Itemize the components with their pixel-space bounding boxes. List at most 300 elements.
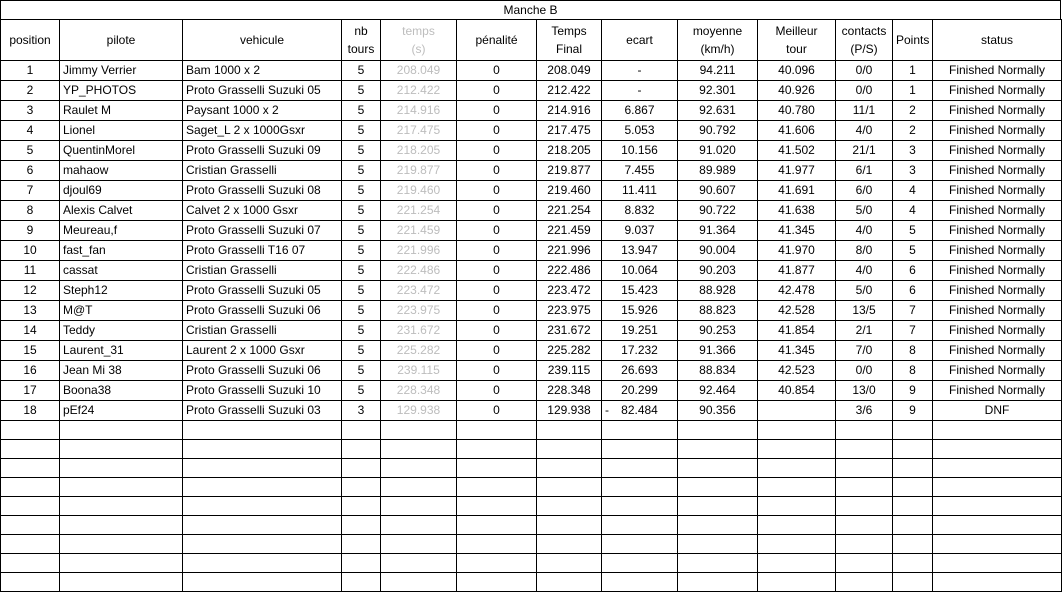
cell-temps-final: 218.205: [537, 141, 602, 161]
empty-cell: [678, 421, 758, 440]
empty-cell: [183, 497, 342, 516]
cell-penalite: 0: [457, 101, 537, 121]
cell-penalite: 0: [457, 261, 537, 281]
cell-temps: 223.975: [381, 301, 457, 321]
cell-ecart: 8.832: [602, 201, 678, 221]
empty-cell: [537, 573, 602, 592]
cell-ecart: 7.455: [602, 161, 678, 181]
col-header-moyenne-line2: (km/h): [700, 42, 735, 56]
cell-temps: 228.348: [381, 381, 457, 401]
col-header-contacts[interactable]: [836, 20, 893, 61]
empty-cell: [342, 573, 381, 592]
cell-temps-final: 231.672: [537, 321, 602, 341]
cell-points: 4: [893, 201, 933, 221]
empty-cell: [602, 440, 678, 459]
cell-temps: 219.877: [381, 161, 457, 181]
empty-cell: [457, 478, 537, 497]
col-header-temps[interactable]: [381, 20, 457, 61]
empty-cell: [537, 497, 602, 516]
cell-pilote: Teddy: [60, 321, 183, 341]
cell-temps-final: 219.877: [537, 161, 602, 181]
cell-pilote: Raulet M: [60, 101, 183, 121]
cell-position: 8: [1, 201, 60, 221]
cell-position: 4: [1, 121, 60, 141]
cell-moyenne: 92.301: [678, 81, 758, 101]
cell-ecart: 20.299: [602, 381, 678, 401]
cell-nb-tours: 5: [342, 381, 381, 401]
cell-status: DNF: [933, 401, 1062, 421]
cell-status: Finished Normally: [933, 161, 1062, 181]
col-header-points[interactable]: Points: [893, 20, 933, 61]
cell-status: Finished Normally: [933, 201, 1062, 221]
cell-temps: 221.459: [381, 221, 457, 241]
cell-meilleur-tour: 42.523: [758, 361, 836, 381]
cell-points: 7: [893, 321, 933, 341]
empty-cell: [342, 497, 381, 516]
cell-moyenne: 90.722: [678, 201, 758, 221]
col-header-position[interactable]: position: [1, 20, 60, 61]
cell-ecart: 11.411: [602, 181, 678, 201]
cell-penalite: 0: [457, 241, 537, 261]
empty-cell: [60, 573, 183, 592]
col-header-contacts-line1: contacts: [841, 24, 887, 38]
empty-row: [1, 573, 1062, 592]
col-header-temps-final-line1: Temps: [551, 24, 587, 38]
col-header-moyenne[interactable]: [678, 20, 758, 61]
cell-temps: 214.916: [381, 101, 457, 121]
col-header-ecart[interactable]: ecart: [602, 20, 678, 61]
empty-cell: [758, 573, 836, 592]
cell-meilleur-tour: 41.345: [758, 341, 836, 361]
cell-nb-tours: 5: [342, 141, 381, 161]
cell-meilleur-tour: 42.528: [758, 301, 836, 321]
cell-nb-tours: 5: [342, 301, 381, 321]
cell-points: 8: [893, 361, 933, 381]
empty-row: [1, 535, 1062, 554]
cell-vehicule: Proto Grasselli Suzuki 09: [183, 141, 342, 161]
cell-contacts: 13/0: [836, 381, 893, 401]
cell-moyenne: 88.823: [678, 301, 758, 321]
cell-meilleur-tour: [758, 401, 836, 421]
empty-cell: [836, 440, 893, 459]
cell-points: 5: [893, 241, 933, 261]
table-row[interactable]: [1, 401, 1062, 421]
cell-position: 17: [1, 381, 60, 401]
empty-cell: [602, 478, 678, 497]
cell-nb-tours: 5: [342, 361, 381, 381]
table-row[interactable]: [1, 221, 1062, 241]
cell-nb-tours: 5: [342, 181, 381, 201]
cell-pilote: Lionel: [60, 121, 183, 141]
cell-vehicule: Calvet 2 x 1000 Gsxr: [183, 201, 342, 221]
cell-penalite: 0: [457, 201, 537, 221]
cell-temps-final: 221.254: [537, 201, 602, 221]
cell-moyenne: 92.631: [678, 101, 758, 121]
empty-cell: [60, 421, 183, 440]
cell-penalite: 0: [457, 61, 537, 81]
table-row[interactable]: [1, 161, 1062, 181]
cell-temps-final: 208.049: [537, 61, 602, 81]
cell-pilote: Jean Mi 38: [60, 361, 183, 381]
empty-cell: [758, 478, 836, 497]
cell-ecart: 10.156: [602, 141, 678, 161]
empty-cell: [893, 516, 933, 535]
empty-cell: [457, 554, 537, 573]
empty-cell: [933, 440, 1062, 459]
empty-cell: [1, 478, 60, 497]
cell-contacts: 4/0: [836, 261, 893, 281]
empty-cell: [457, 421, 537, 440]
cell-points: 2: [893, 101, 933, 121]
cell-moyenne: 92.464: [678, 381, 758, 401]
cell-pilote: YP_PHOTOS: [60, 81, 183, 101]
cell-pilote: Steph12: [60, 281, 183, 301]
empty-cell: [933, 516, 1062, 535]
cell-moyenne: 90.792: [678, 121, 758, 141]
cell-meilleur-tour: 42.478: [758, 281, 836, 301]
col-header-vehicule[interactable]: vehicule: [183, 20, 342, 61]
cell-points: 5: [893, 221, 933, 241]
empty-cell: [457, 440, 537, 459]
cell-nb-tours: 5: [342, 201, 381, 221]
cell-contacts: 2/1: [836, 321, 893, 341]
cell-temps: 239.115: [381, 361, 457, 381]
ecart-lead-dash: -: [605, 403, 609, 417]
cell-moyenne: 91.020: [678, 141, 758, 161]
empty-cell: [381, 573, 457, 592]
empty-cell: [602, 554, 678, 573]
cell-position: 2: [1, 81, 60, 101]
cell-position: 15: [1, 341, 60, 361]
cell-meilleur-tour: 41.877: [758, 261, 836, 281]
empty-cell: [537, 535, 602, 554]
cell-ecart: -: [602, 81, 678, 101]
cell-penalite: 0: [457, 321, 537, 341]
cell-points: 1: [893, 81, 933, 101]
col-header-nb-tours[interactable]: [342, 20, 381, 61]
cell-contacts: 0/0: [836, 81, 893, 101]
cell-temps: 208.049: [381, 61, 457, 81]
empty-cell: [457, 516, 537, 535]
empty-cell: [758, 554, 836, 573]
col-header-meilleur-tour-line2: tour: [786, 42, 807, 56]
cell-status: Finished Normally: [933, 221, 1062, 241]
cell-temps: 129.938: [381, 401, 457, 421]
empty-cell: [678, 573, 758, 592]
empty-cell: [678, 535, 758, 554]
empty-cell: [893, 497, 933, 516]
cell-meilleur-tour: 40.854: [758, 381, 836, 401]
empty-cell: [537, 554, 602, 573]
cell-contacts: 5/0: [836, 281, 893, 301]
col-header-pilote[interactable]: pilote: [60, 20, 183, 61]
empty-cell: [457, 459, 537, 478]
empty-cell: [381, 497, 457, 516]
empty-cell: [836, 516, 893, 535]
table-row[interactable]: [1, 321, 1062, 341]
cell-ecart: 19.251: [602, 321, 678, 341]
col-header-meilleur-tour-line1: Meilleur: [775, 24, 818, 38]
cell-contacts: 6/1: [836, 161, 893, 181]
cell-status: Finished Normally: [933, 61, 1062, 81]
empty-cell: [1, 421, 60, 440]
cell-position: 18: [1, 401, 60, 421]
cell-contacts: 8/0: [836, 241, 893, 261]
cell-penalite: 0: [457, 141, 537, 161]
cell-nb-tours: 5: [342, 121, 381, 141]
empty-cell: [933, 497, 1062, 516]
cell-temps-final: 225.282: [537, 341, 602, 361]
empty-cell: [678, 440, 758, 459]
cell-points: 3: [893, 161, 933, 181]
cell-pilote: fast_fan: [60, 241, 183, 261]
cell-position: 5: [1, 141, 60, 161]
cell-penalite: 0: [457, 341, 537, 361]
cell-status: Finished Normally: [933, 301, 1062, 321]
cell-temps: 217.475: [381, 121, 457, 141]
cell-vehicule: Proto Grasselli T16 07: [183, 241, 342, 261]
empty-cell: [678, 554, 758, 573]
cell-penalite: 0: [457, 281, 537, 301]
empty-cell: [836, 535, 893, 554]
cell-position: 7: [1, 181, 60, 201]
empty-cell: [933, 459, 1062, 478]
cell-contacts: 4/0: [836, 121, 893, 141]
empty-cell: [183, 459, 342, 478]
col-header-nb-tours-line1: nb: [354, 24, 368, 38]
cell-ecart: 15.926: [602, 301, 678, 321]
table-row[interactable]: [1, 201, 1062, 221]
cell-pilote: djoul69: [60, 181, 183, 201]
cell-ecart: 9.037: [602, 221, 678, 241]
cell-contacts: 0/0: [836, 361, 893, 381]
empty-cell: [457, 573, 537, 592]
cell-temps: 219.460: [381, 181, 457, 201]
table-row[interactable]: [1, 61, 1062, 81]
cell-penalite: 0: [457, 121, 537, 141]
cell-penalite: 0: [457, 381, 537, 401]
cell-moyenne: 91.364: [678, 221, 758, 241]
empty-cell: [602, 535, 678, 554]
table-row[interactable]: [1, 341, 1062, 361]
cell-status: Finished Normally: [933, 341, 1062, 361]
cell-contacts: 5/0: [836, 201, 893, 221]
cell-temps-final: 223.975: [537, 301, 602, 321]
cell-status: Finished Normally: [933, 81, 1062, 101]
cell-vehicule: Proto Grasselli Suzuki 05: [183, 281, 342, 301]
cell-position: 12: [1, 281, 60, 301]
cell-points: 6: [893, 281, 933, 301]
empty-cell: [602, 497, 678, 516]
col-header-nb-tours-line2: tours: [347, 42, 375, 56]
sheet-title: Manche B: [0, 0, 1061, 19]
cell-moyenne: 91.366: [678, 341, 758, 361]
cell-penalite: 0: [457, 401, 537, 421]
cell-vehicule: Proto Grasselli Suzuki 03: [183, 401, 342, 421]
cell-nb-tours: 5: [342, 61, 381, 81]
cell-moyenne: 94.211: [678, 61, 758, 81]
col-header-penalite[interactable]: pénalité: [457, 20, 537, 61]
empty-cell: [457, 497, 537, 516]
empty-cell: [60, 440, 183, 459]
cell-position: 11: [1, 261, 60, 281]
cell-status: Finished Normally: [933, 361, 1062, 381]
empty-cell: [836, 554, 893, 573]
empty-cell: [678, 478, 758, 497]
cell-points: 9: [893, 381, 933, 401]
cell-pilote: Alexis Calvet: [60, 201, 183, 221]
empty-cell: [537, 478, 602, 497]
cell-position: 9: [1, 221, 60, 241]
cell-temps-final: 222.486: [537, 261, 602, 281]
col-header-contacts-line2: (P/S): [850, 42, 878, 56]
table-row[interactable]: [1, 181, 1062, 201]
cell-temps: 218.205: [381, 141, 457, 161]
empty-cell: [602, 459, 678, 478]
cell-contacts: 4/0: [836, 221, 893, 241]
cell-points: 6: [893, 261, 933, 281]
cell-moyenne: 88.928: [678, 281, 758, 301]
empty-cell: [893, 421, 933, 440]
cell-meilleur-tour: 41.606: [758, 121, 836, 141]
table-row[interactable]: [1, 141, 1062, 161]
col-header-temps-final[interactable]: [537, 20, 602, 61]
cell-position: 13: [1, 301, 60, 321]
cell-nb-tours: 5: [342, 341, 381, 361]
cell-contacts: 13/5: [836, 301, 893, 321]
cell-points: 1: [893, 61, 933, 81]
cell-pilote: Meureau,f: [60, 221, 183, 241]
empty-cell: [893, 535, 933, 554]
cell-ecart: 17.232: [602, 341, 678, 361]
empty-cell: [183, 554, 342, 573]
empty-cell: [342, 459, 381, 478]
table-row[interactable]: [1, 361, 1062, 381]
cell-penalite: 0: [457, 161, 537, 181]
empty-cell: [836, 459, 893, 478]
table-row[interactable]: [1, 101, 1062, 121]
empty-cell: [183, 421, 342, 440]
cell-temps-final: 223.472: [537, 281, 602, 301]
empty-cell: [183, 440, 342, 459]
table-row[interactable]: [1, 301, 1062, 321]
empty-cell: [183, 478, 342, 497]
cell-points: 3: [893, 141, 933, 161]
cell-vehicule: Paysant 1000 x 2: [183, 101, 342, 121]
empty-cell: [933, 554, 1062, 573]
empty-cell: [537, 440, 602, 459]
cell-status: Finished Normally: [933, 101, 1062, 121]
cell-points: 7: [893, 301, 933, 321]
table-row[interactable]: [1, 121, 1062, 141]
cell-points: 4: [893, 181, 933, 201]
cell-vehicule: Proto Grasselli Suzuki 10: [183, 381, 342, 401]
empty-cell: [381, 421, 457, 440]
cell-pilote: M@T: [60, 301, 183, 321]
empty-cell: [836, 497, 893, 516]
cell-temps: 223.472: [381, 281, 457, 301]
cell-penalite: 0: [457, 361, 537, 381]
cell-ecart: 26.693: [602, 361, 678, 381]
cell-ecart: -: [602, 61, 678, 81]
table-row[interactable]: [1, 281, 1062, 301]
empty-cell: [60, 535, 183, 554]
cell-contacts: 6/0: [836, 181, 893, 201]
empty-cell: [933, 421, 1062, 440]
empty-cell: [758, 535, 836, 554]
cell-temps-final: 212.422: [537, 81, 602, 101]
empty-row: [1, 554, 1062, 573]
cell-temps: 231.672: [381, 321, 457, 341]
cell-moyenne: 90.253: [678, 321, 758, 341]
cell-contacts: 11/1: [836, 101, 893, 121]
empty-cell: [933, 535, 1062, 554]
empty-cell: [381, 478, 457, 497]
cell-temps-final: 219.460: [537, 181, 602, 201]
empty-row: [1, 478, 1062, 497]
table-row[interactable]: [1, 81, 1062, 101]
cell-pilote: cassat: [60, 261, 183, 281]
cell-pilote: pEf24: [60, 401, 183, 421]
cell-contacts: 0/0: [836, 61, 893, 81]
table-row[interactable]: [1, 241, 1062, 261]
cell-status: Finished Normally: [933, 381, 1062, 401]
empty-cell: [537, 516, 602, 535]
empty-cell: [893, 440, 933, 459]
cell-points: 8: [893, 341, 933, 361]
empty-cell: [602, 516, 678, 535]
cell-nb-tours: 5: [342, 241, 381, 261]
empty-row: [1, 440, 1062, 459]
empty-cell: [381, 440, 457, 459]
cell-ecart: [602, 401, 678, 421]
cell-status: Finished Normally: [933, 321, 1062, 341]
empty-row: [1, 421, 1062, 440]
cell-pilote: Laurent_31: [60, 341, 183, 361]
empty-cell: [758, 497, 836, 516]
empty-cell: [381, 516, 457, 535]
cell-points: 2: [893, 121, 933, 141]
cell-nb-tours: 5: [342, 161, 381, 181]
cell-moyenne: 90.356: [678, 401, 758, 421]
cell-vehicule: Proto Grasselli Suzuki 08: [183, 181, 342, 201]
cell-meilleur-tour: 41.638: [758, 201, 836, 221]
table-row[interactable]: [1, 261, 1062, 281]
empty-cell: [893, 554, 933, 573]
col-header-meilleur-tour[interactable]: [758, 20, 836, 61]
empty-cell: [758, 459, 836, 478]
empty-cell: [933, 478, 1062, 497]
header-row: [1, 20, 1062, 61]
cell-meilleur-tour: 41.977: [758, 161, 836, 181]
cell-status: Finished Normally: [933, 281, 1062, 301]
cell-nb-tours: 5: [342, 101, 381, 121]
cell-pilote: QuentinMorel: [60, 141, 183, 161]
cell-penalite: 0: [457, 221, 537, 241]
cell-ecart: 13.947: [602, 241, 678, 261]
cell-nb-tours: 5: [342, 281, 381, 301]
cell-temps-final: 239.115: [537, 361, 602, 381]
table-row[interactable]: [1, 381, 1062, 401]
empty-cell: [678, 516, 758, 535]
cell-status: Finished Normally: [933, 121, 1062, 141]
cell-ecart: 10.064: [602, 261, 678, 281]
empty-cell: [537, 459, 602, 478]
cell-temps: 221.996: [381, 241, 457, 261]
empty-cell: [933, 573, 1062, 592]
col-header-status[interactable]: status: [933, 20, 1062, 61]
cell-vehicule: Proto Grasselli Suzuki 06: [183, 361, 342, 381]
